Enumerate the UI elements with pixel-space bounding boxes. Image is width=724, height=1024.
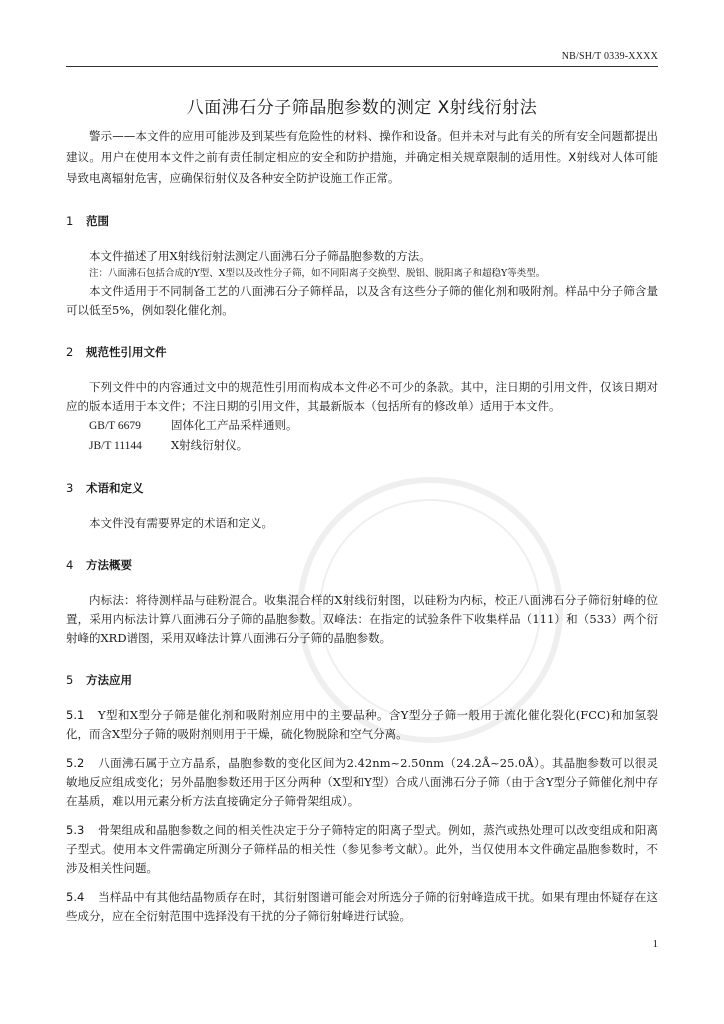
section-title: 范围	[86, 214, 109, 228]
overview-paragraph: 内标法：将待测样品与硅粉混合。收集混合样的X射线衍射图，以硅粉为内标，校正八面沸石分子筛衍射峰的位置，采用内标法计算八面沸石分子筛的晶胞参数。双峰法：在指定的试验条件下收集样品（111）和（533）两个衍射峰的XRD谱图，采用双峰法计算八面沸石分子筛的晶胞参数。	[66, 593, 658, 645]
section-title: 术语和定义	[86, 481, 144, 495]
subclause-text: 骨架组成和晶胞参数之间的相关性决定于分子筛特定的阳离子型式。例如，蒸汽或热处理可以改变组成和阳离子型式。使用本文件需确定所测分子筛样品的相关性（参见参考文献）。此外，当仅使用本文件确定晶胞参数时，不涉及相关性问题。	[66, 823, 658, 875]
header-rule	[66, 66, 658, 67]
section-number: 1	[66, 214, 74, 228]
section-number: 3	[66, 481, 74, 495]
reference-code: JB/T 11144	[89, 440, 142, 452]
subclause-5-3	[66, 821, 658, 878]
subclause-5-1	[66, 706, 658, 744]
section-title: 方法概要	[86, 558, 132, 572]
subclause-5-2	[66, 754, 658, 811]
document-body	[66, 126, 658, 926]
terms-paragraph: 本文件没有需要界定的术语和定义。	[89, 516, 273, 530]
reference-title: 固体化工产品采样通则。	[171, 418, 298, 432]
section-heading-method-overview	[66, 555, 658, 575]
safety-warning: 警示——本文件的应用可能涉及到某些有危险性的材料、操作和设备。但并未对与此有关的所有安全问题都提出建议。用户在使用本文件之前有责任制定相应的安全和防护措施，并确定相关规章限制的适用性。X射线对人体可能导致电离辐射危害，应确保衍射仪及各种安全防护设施工作正常。	[66, 129, 658, 185]
subclause-5-4	[66, 888, 658, 926]
section-title: 方法应用	[86, 673, 132, 687]
section-heading-method-application	[66, 670, 658, 690]
section-number: 5	[66, 673, 74, 687]
reference-item	[66, 436, 658, 456]
section-heading-scope	[66, 211, 658, 231]
section-title: 规范性引用文件	[86, 345, 167, 359]
reference-title: X射线衍射仪。	[171, 438, 249, 452]
reference-code: GB/T 6679	[89, 420, 141, 432]
section-number: 4	[66, 558, 74, 572]
subclause-number: 5.4	[66, 890, 85, 904]
subclause-number: 5.2	[66, 756, 85, 770]
document-title: 八面沸石分子筛晶胞参数的测定 X射线衍射法	[186, 98, 538, 118]
subclause-text: 八面沸石属于立方晶系，晶胞参数的变化区间为2.42nm~2.50nm（24.2Å~25.0Å）。其晶胞参数可以很灵敏地反应组成变化；另外晶胞参数还用于区分两种（X型和Y型）合成八面沸石分子筛（由于含Y型分子筛催化剂中存在基质，难以用元素分析方法直接确定分子筛骨架组成）。	[66, 756, 658, 808]
page-number: 1	[652, 938, 658, 950]
section-heading-normative-references	[66, 342, 658, 362]
section-number: 2	[66, 345, 74, 359]
scope-note: 注：八面沸石包括合成的Y型、X型以及改性分子筛，如不同阳离子交换型、脱铝、脱阳离子和超稳Y等类型。	[89, 268, 546, 279]
subclause-text: 当样品中有其他结晶物质存在时，其衍射图谱可能会对所选分子筛的衍射峰造成干扰。如果有理由怀疑存在这些成分，应在全衍射范围中选择没有干扰的分子筛衍射峰进行试验。	[66, 890, 658, 923]
subclause-number: 5.3	[66, 823, 85, 837]
subclause-number: 5.1	[66, 708, 85, 722]
normative-paragraph: 下列文件中的内容通过文中的规范性引用而构成本文件必不可少的条款。其中，注日期的引用文件，仅该日期对应的版本适用于本文件；不注日期的引用文件，其最新版本（包括所有的修改单）适用于本文件。	[66, 380, 658, 413]
section-heading-terms	[66, 478, 658, 498]
scope-paragraph-1: 本文件描述了用X射线衍射法测定八面沸石分子筛晶胞参数的方法。	[89, 249, 431, 263]
scope-paragraph-2: 本文件适用于不同制备工艺的八面沸石分子筛样品，以及含有这些分子筛的催化剂和吸附剂。样品中分子筛含量可以低至5%，例如裂化催化剂。	[66, 284, 658, 317]
subclause-text: Y型和X型分子筛是催化剂和吸附剂应用中的主要品种。含Y型分子筛一般用于流化催化裂化(FCC)和加氢裂化，而含X型分子筛的吸附剂则用于干燥，硫化物脱除和空气分离。	[66, 708, 658, 741]
document-code: NB/SH/T 0339-XXXX	[561, 51, 658, 62]
reference-item	[66, 416, 658, 436]
